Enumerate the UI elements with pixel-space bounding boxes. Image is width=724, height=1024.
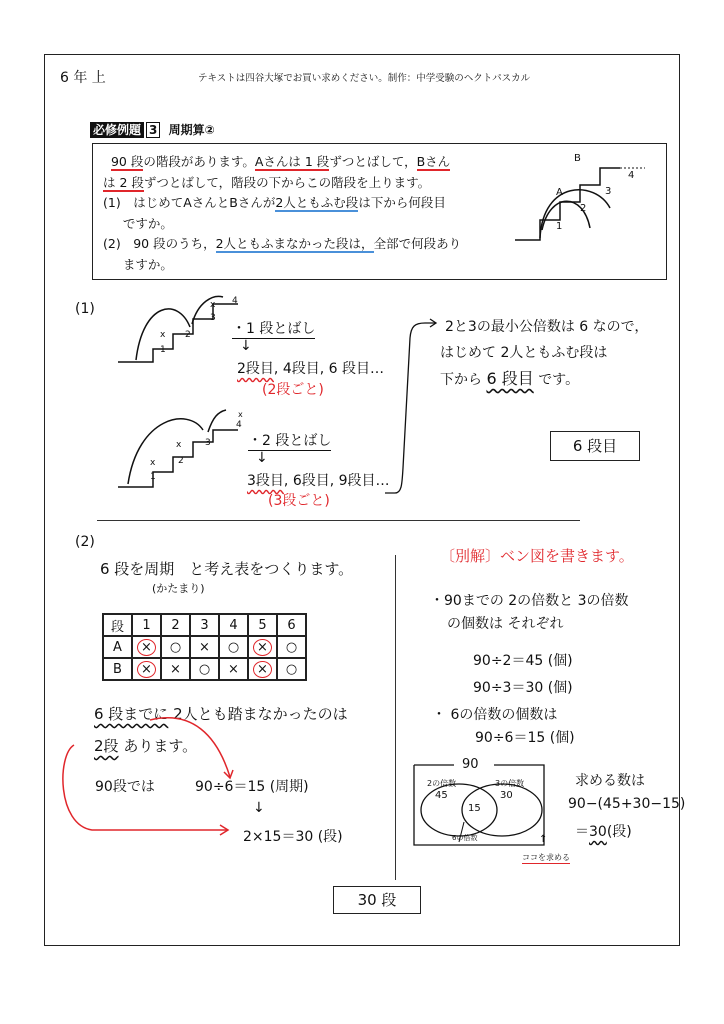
table-cell: ○ [219, 636, 248, 658]
intro-note: (かたまり) [152, 582, 205, 595]
divider [97, 520, 580, 521]
result-1: 求める数は [575, 773, 645, 789]
step-label: 4 [232, 296, 238, 306]
rule-2: ・2 段とばし [248, 430, 331, 451]
mark: x [176, 440, 182, 450]
table-row [103, 636, 306, 658]
problem-number: 3 [146, 122, 160, 138]
table-cell: ○ [277, 658, 306, 680]
alt-title: 〔別解〕ベン図を書きます。 [440, 547, 634, 565]
text: 下から [440, 372, 482, 388]
text: ずつとばして， [329, 154, 417, 169]
alt-2: の個数は それぞれ [447, 616, 564, 632]
venn-diagram [414, 760, 549, 855]
venn-right-value: 30 [500, 790, 513, 801]
table-cell: × [190, 636, 219, 658]
note-1: (2段ごと) [262, 382, 324, 398]
down-arrow-icon: ↓ [256, 450, 268, 466]
header-notice: テキストは四谷大塚でお買い求めください。制作：中学受験のヘクトパスカル [198, 73, 531, 84]
label-b: B [574, 153, 581, 164]
venn-left-value: 45 [435, 790, 448, 801]
table-cell: × [161, 658, 190, 680]
table-cell: 段 [103, 614, 132, 636]
underline-90: 90 段 [110, 154, 144, 169]
label-a: A [556, 187, 563, 198]
text: (段) [606, 824, 632, 840]
venn-left-label: 2の倍数 [427, 779, 457, 788]
calc-1a: 90段では [95, 779, 155, 795]
seq1-first: 2段目 [237, 361, 274, 377]
text: の階段があります。 [143, 154, 255, 169]
up-arrow-icon: ↑ [539, 834, 548, 845]
text: 6 段までに [94, 705, 169, 723]
venn-total: 90 [462, 757, 479, 772]
seq2-rest: , 6段目, 9段目… [283, 473, 390, 489]
underline-q1: 2人ともふむ段 [275, 195, 359, 210]
mark: x [210, 300, 216, 310]
text: (2) 90 段のうち， [103, 236, 216, 251]
venn-pointer: ココを求める [522, 853, 570, 862]
problem-title: 周期算② [168, 123, 215, 137]
text: ですか。 [122, 215, 173, 231]
table-cell: 1 [132, 614, 161, 636]
table-cell: × [219, 658, 248, 680]
venn-center-value: 15 [468, 803, 481, 814]
table-cell: 5 [248, 614, 277, 636]
venn-center-label: 6の倍数 [452, 834, 478, 842]
step-label: 2 [178, 456, 184, 466]
table-cell: B [103, 658, 132, 680]
text: ＝ [575, 824, 589, 840]
down-arrow-icon: ↓ [253, 800, 265, 816]
step-label: 1 [160, 345, 166, 355]
grade-label: 6 年 上 [60, 70, 106, 86]
step-label: 2 [185, 330, 191, 340]
table-header-row [103, 614, 306, 636]
step-label: 4 [628, 170, 635, 181]
table-row [103, 658, 306, 680]
text: は下から何段目 [358, 195, 446, 210]
table-cell: ○ [277, 636, 306, 658]
underline-b: Bさん [416, 154, 451, 169]
text: 2段 [94, 737, 119, 755]
alt-calc-2: 90÷3＝30 (個) [473, 680, 573, 696]
problem-badge: 必修例題 [90, 122, 144, 138]
mark: x [238, 410, 243, 419]
alt-calc-3: 90÷6＝15 (個) [475, 730, 575, 746]
period-table [102, 613, 307, 681]
table-cell: 6 [277, 614, 306, 636]
text: 全部で何段あり [373, 236, 462, 251]
part1-label: (1) [75, 301, 95, 317]
text: 2人とも踏まなかったのは [173, 705, 348, 723]
alt-1: ・90までの 2の倍数と 3の倍数 [430, 593, 629, 609]
answer-box-1: 6 段目 [550, 431, 640, 461]
step-label: 1 [556, 221, 563, 232]
step-label: 3 [605, 186, 612, 197]
text: です。 [538, 372, 580, 388]
step-label: 1 [150, 472, 156, 482]
problem-text [103, 152, 461, 275]
table-cell: A [103, 636, 132, 658]
intro: 6 段を周期 と考え表をつくります。 [100, 560, 354, 578]
text: (1) はじめてAさんとBさんが [103, 195, 276, 210]
vertical-divider [395, 555, 396, 880]
table-cell-circled: × [253, 639, 272, 656]
table-cell: 4 [219, 614, 248, 636]
text: あります。 [123, 737, 198, 755]
step-label: 3 [210, 313, 216, 323]
seq2-first: 3段目 [247, 473, 284, 489]
mark: x [160, 330, 166, 340]
mark: x [150, 458, 156, 468]
text: ますか。 [122, 256, 173, 272]
table-cell: ○ [161, 636, 190, 658]
down-arrow-icon: ↓ [240, 338, 252, 354]
answer-inline: 6 段目 [486, 369, 534, 388]
explain-1: 2と3の最小公倍数は 6 なので， [445, 319, 649, 335]
calc-1b: 90÷6＝15 (周期) [195, 779, 309, 795]
step-label: 2 [580, 203, 587, 214]
alt-calc-1: 90÷2＝45 (個) [473, 653, 573, 669]
step-label: 3 [205, 438, 211, 448]
rule-1: ・1 段とばし [232, 318, 315, 339]
explain-2: はじめて 2人ともふむ段は [440, 345, 608, 361]
step-label: 4 [236, 420, 242, 430]
table-cell-circled: × [137, 661, 156, 678]
result-2: 90−(45+30−15) [568, 796, 686, 812]
result-value: 30 [589, 824, 607, 840]
problem-heading [90, 121, 215, 138]
calc-2: 2×15＝30 (段) [243, 829, 343, 845]
alt-3: ・ 6の倍数の個数は [432, 707, 558, 723]
venn-right-label: 3の倍数 [495, 779, 525, 788]
table-cell: 3 [190, 614, 219, 636]
answer-box-2: 30 段 [333, 886, 421, 914]
table-cell-circled: × [253, 661, 272, 678]
seq1-rest: , 4段目, 6 段目… [273, 361, 384, 377]
part2-label: (2) [75, 534, 95, 550]
bracket-arrow [380, 318, 440, 498]
stairs-sketch-2 [118, 402, 258, 492]
underline-a: Aさんは 1 段 [254, 154, 330, 169]
text: ずつとばして，階段の下からこの階段を上ります。 [143, 174, 431, 190]
note-2: (3段ごと) [268, 493, 330, 509]
underline-q2: 2人ともふまなかった段は， [215, 236, 374, 251]
table-cell: 2 [161, 614, 190, 636]
table-cell-circled: × [137, 639, 156, 656]
underline-b2: は 2 段 [103, 174, 144, 190]
staircase-figure [515, 150, 655, 245]
table-cell: ○ [190, 658, 219, 680]
